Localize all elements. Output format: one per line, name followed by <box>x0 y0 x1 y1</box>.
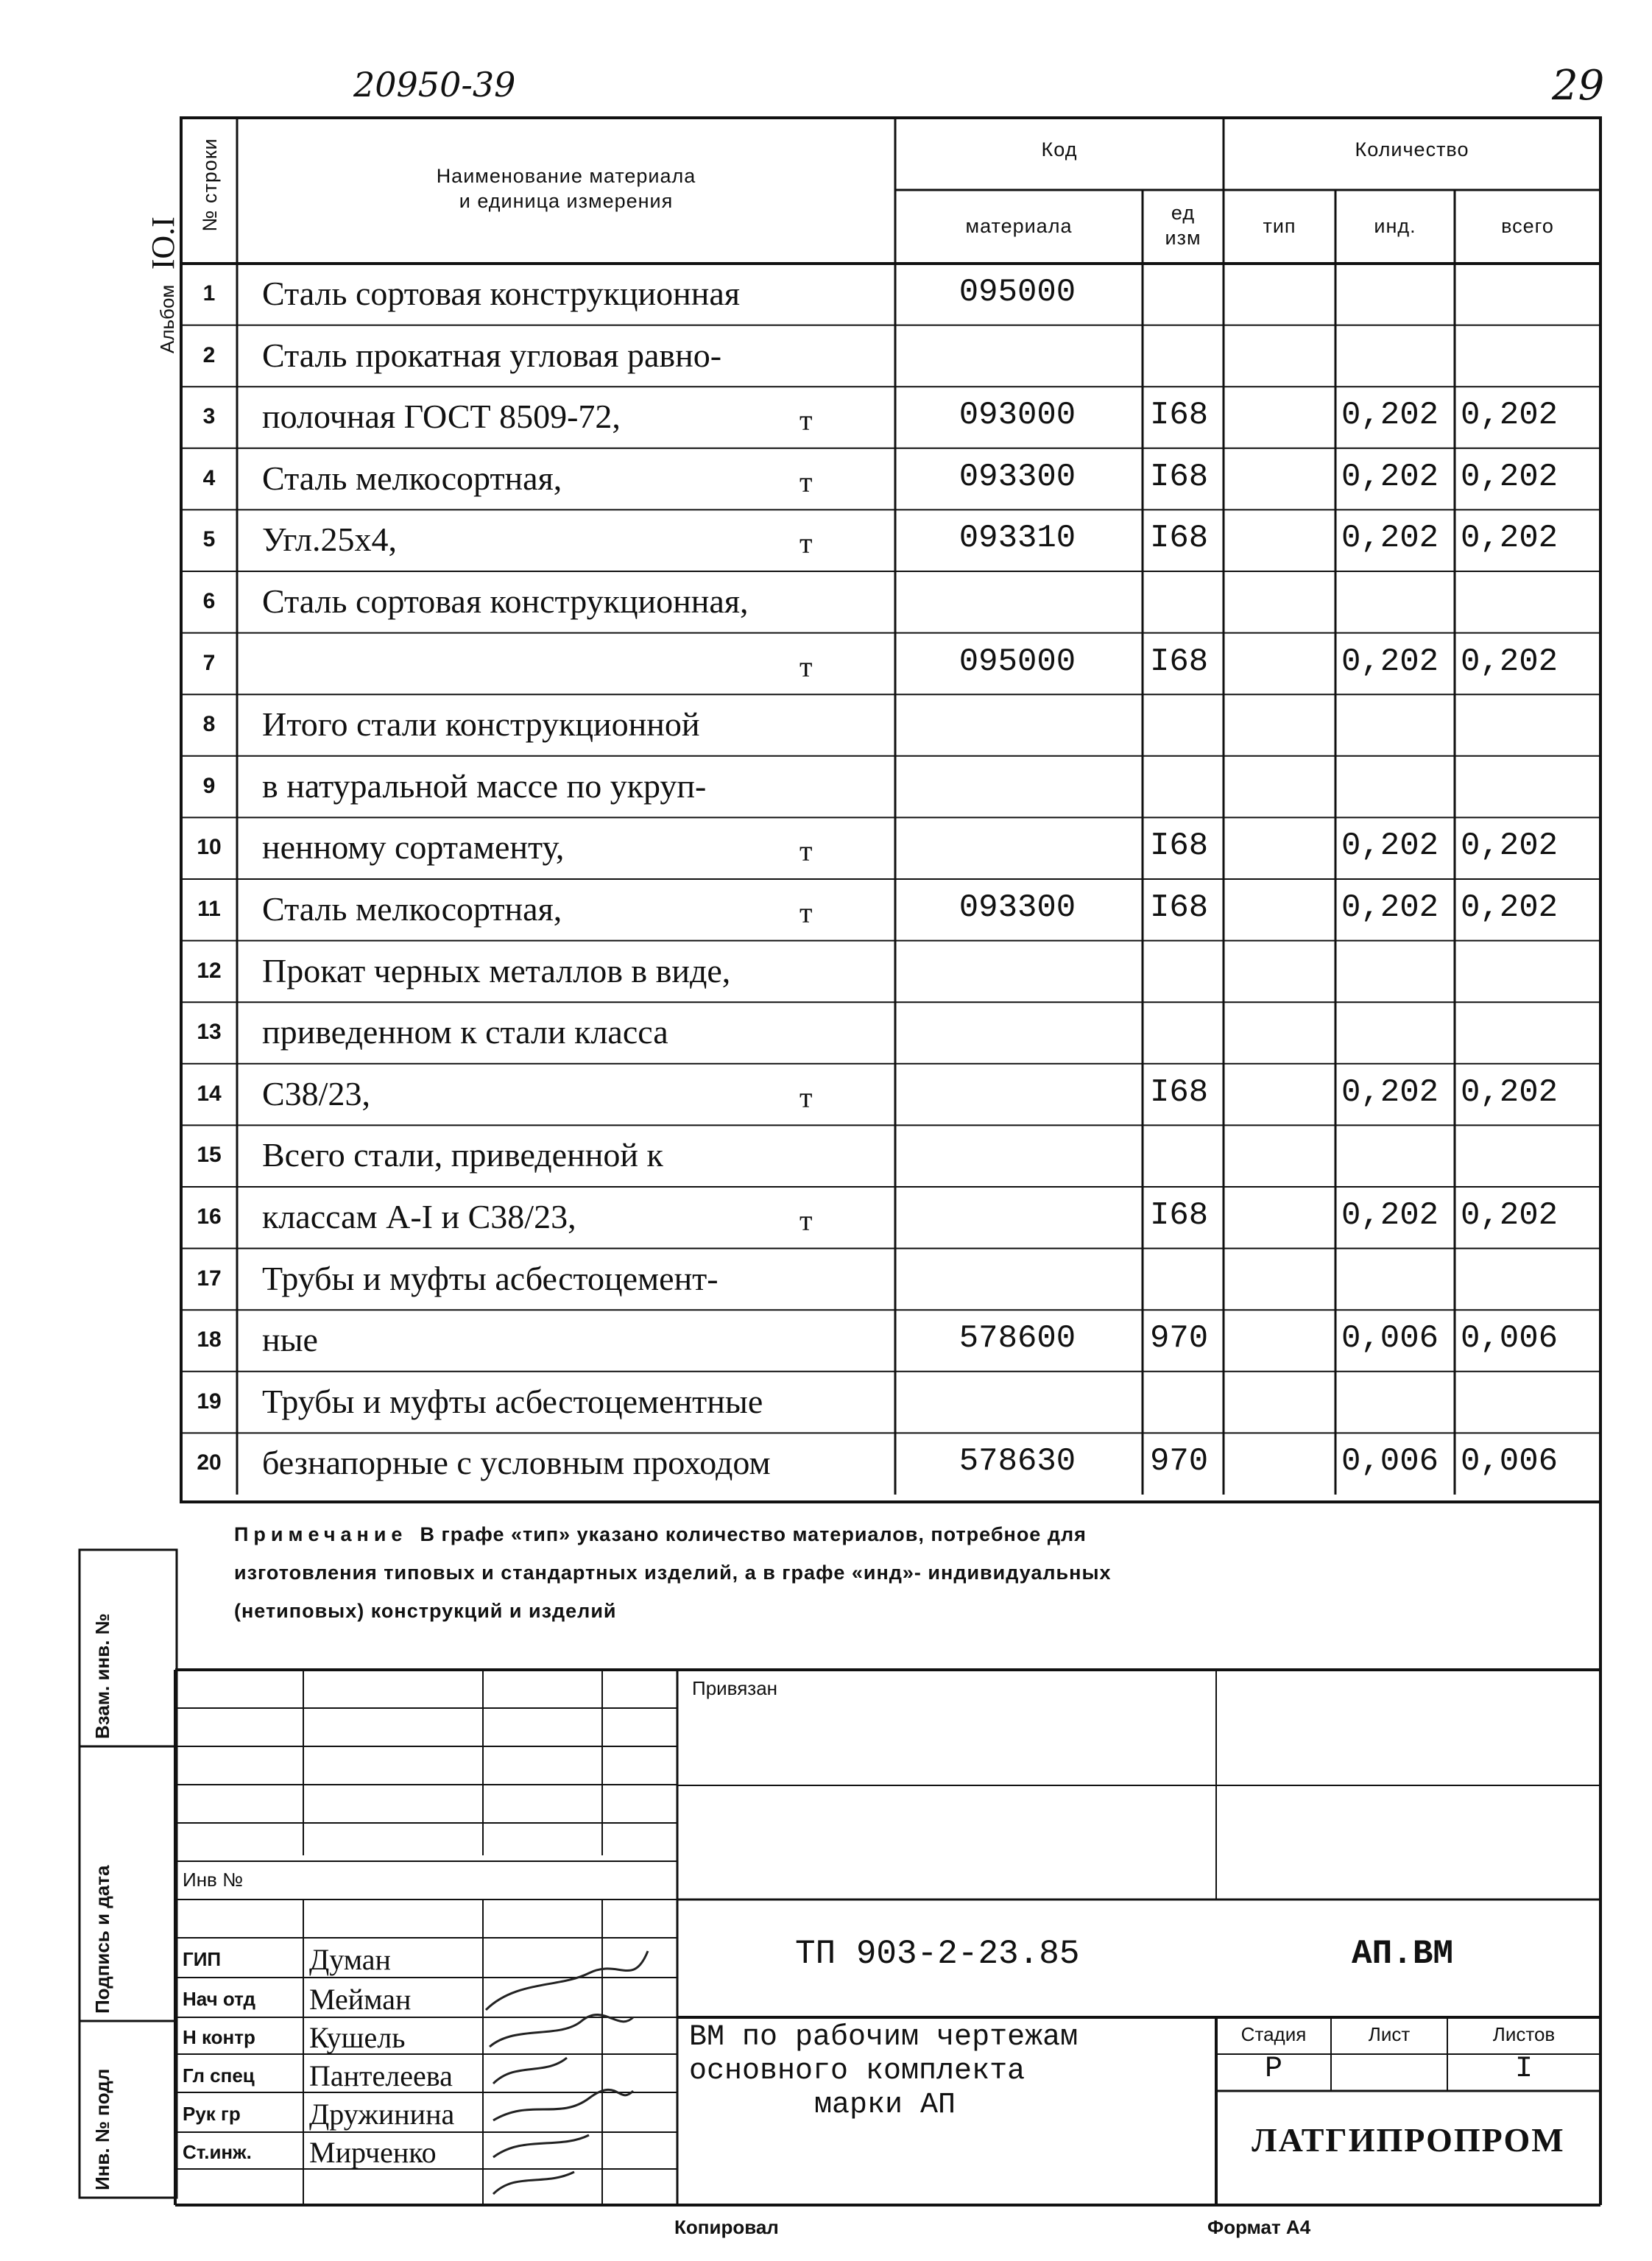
unit-code: I68 <box>1150 458 1209 495</box>
role-label: Гл спец <box>183 2064 255 2087</box>
vzam-inv-label: Взам. инв. № <box>91 1613 113 1739</box>
material-name: Всего стали, приведенной к <box>262 1136 663 1174</box>
unit-code: I68 <box>1150 1197 1209 1234</box>
format-label: Формат А4 <box>1207 2216 1311 2238</box>
signatures <box>486 1951 648 2194</box>
material-name: в натуральной массе по укруп- <box>262 766 707 805</box>
row-number: 1 <box>202 281 216 306</box>
role-person-name: Пантелеева <box>309 2059 453 2092</box>
material-name: Сталь мелкосортная, <box>262 459 562 497</box>
unit-code: I68 <box>1150 828 1209 865</box>
sheets-value: I <box>1514 2053 1533 2086</box>
inv-podl-label: Инв. № подл <box>91 2068 113 2190</box>
material-name: приведенном к стали класса <box>262 1013 668 1051</box>
material-code: 578600 <box>959 1320 1076 1358</box>
role-label: Нач отд <box>183 1988 256 2010</box>
qty-total: 0,202 <box>1461 889 1559 926</box>
row-number: 11 <box>197 897 221 921</box>
col-row-no: № строки <box>199 138 221 232</box>
role-label: ГИП <box>183 1948 222 1970</box>
unit-code: I68 <box>1150 643 1209 680</box>
material-code: 093300 <box>959 889 1076 926</box>
col-qty-type: тип <box>1263 215 1296 237</box>
qty-ind: 0,202 <box>1341 828 1439 865</box>
material-name: Прокат черных металлов в виде, <box>262 951 731 990</box>
stage-label: Стадия <box>1240 2023 1307 2045</box>
qty-total: 0,006 <box>1461 1443 1559 1481</box>
material-name: ные <box>262 1321 318 1359</box>
album-label: Альбом IO.I <box>145 216 181 353</box>
unit-code: I68 <box>1150 1073 1209 1111</box>
qty-total: 0,202 <box>1461 828 1559 865</box>
doc-title: ВМ по рабочим чертежам основного комплекта марки АП <box>689 2021 1079 2122</box>
note-line2: изготовления типовых и стандартных изделий, а в графе «инд»- индивидуальных <box>234 1562 1112 1584</box>
col-qty: Количество <box>1355 138 1469 161</box>
podpis-label: Подпись и дата <box>91 1865 113 2014</box>
qty-ind: 0,202 <box>1341 458 1439 495</box>
qty-ind: 0,202 <box>1341 1073 1439 1111</box>
col-code-unit: ед изм <box>1165 202 1201 249</box>
qty-total: 0,202 <box>1461 397 1559 434</box>
row-number: 20 <box>197 1450 222 1475</box>
material-name: классам А-I и С38/23, <box>262 1198 576 1235</box>
qty-ind: 0,202 <box>1341 889 1439 926</box>
row-number: 2 <box>202 342 216 367</box>
role-person-name: Кушель <box>309 2021 406 2054</box>
qty-ind: 0,202 <box>1341 643 1439 680</box>
role-label: Ст.инж. <box>183 2141 252 2163</box>
material-code: 578630 <box>959 1443 1076 1481</box>
qty-ind: 0,202 <box>1341 1197 1439 1234</box>
qty-total: 0,202 <box>1461 643 1559 680</box>
role-person-name: Дружинина <box>309 2098 455 2131</box>
unit-label: т <box>799 896 813 929</box>
material-name: С38/23, <box>262 1074 370 1112</box>
qty-total: 0,006 <box>1461 1320 1559 1358</box>
unit-code: I68 <box>1150 397 1209 434</box>
material-name: Сталь сортовая конструкционная <box>262 275 740 312</box>
material-name: Сталь сортовая конструкционная, <box>262 582 749 620</box>
material-name: безнапорные с условным проходом <box>262 1444 771 1482</box>
col-code-material: материала <box>965 215 1073 237</box>
row-number: 12 <box>197 958 222 983</box>
row-number: 14 <box>197 1081 222 1106</box>
qty-total: 0,202 <box>1461 1073 1559 1111</box>
row-number: 13 <box>197 1020 222 1045</box>
material-code: 093310 <box>959 520 1076 557</box>
unit-code: I68 <box>1150 520 1209 557</box>
col-code: Код <box>1041 138 1078 161</box>
role-person-name: Мейман <box>309 1983 412 2016</box>
sheet-label: Лист <box>1368 2023 1411 2045</box>
copied-label: Копировал <box>674 2216 779 2238</box>
material-name: ненному сортаменту, <box>262 828 565 867</box>
note-line1: В графе «тип» указано количество материалов, потребное для <box>420 1523 1087 1545</box>
unit-label: т <box>799 649 813 683</box>
row-number: 15 <box>197 1143 222 1168</box>
role-person-name: Думан <box>309 1943 391 1976</box>
unit-label: т <box>799 526 813 560</box>
qty-total: 0,202 <box>1461 520 1559 557</box>
qty-ind: 0,202 <box>1341 520 1439 557</box>
page-number: 29 <box>1552 62 1605 110</box>
material-name: Итого стали конструкционной <box>262 705 700 744</box>
note-line3: (нетиповых) конструкций и изделий <box>234 1600 617 1622</box>
material-name: Сталь мелкосортная, <box>262 890 562 928</box>
role-label: Н контр <box>183 2026 255 2048</box>
sheets-label: Листов <box>1492 2023 1556 2045</box>
row-number: 16 <box>197 1204 222 1229</box>
unit-label: т <box>799 1204 813 1237</box>
material-name: полочная ГОСТ 8509-72, <box>262 398 621 436</box>
qty-total: 0,202 <box>1461 1197 1559 1234</box>
material-name: Трубы и муфты асбестоцементные <box>262 1382 763 1420</box>
col-qty-total: всего <box>1501 215 1554 237</box>
row-number: 10 <box>197 835 222 860</box>
stage-value: Р <box>1264 2053 1282 2086</box>
note-title: Примечание <box>234 1523 408 1545</box>
row-number: 5 <box>202 527 216 552</box>
qty-ind: 0,006 <box>1341 1320 1439 1358</box>
material-name: Трубы и муфты асбестоцемент- <box>262 1259 719 1297</box>
material-code: 095000 <box>959 274 1076 311</box>
row-number: 4 <box>202 465 216 490</box>
material-name: Угл.25х4, <box>262 521 398 559</box>
row-number: 7 <box>202 650 216 675</box>
material-code: 093300 <box>959 458 1076 495</box>
col-qty-ind: инд. <box>1374 215 1416 237</box>
unit-label: т <box>799 834 813 868</box>
unit-label: т <box>799 1080 813 1114</box>
note <box>234 1515 1589 1630</box>
row-number: 6 <box>202 589 216 613</box>
qty-total: 0,202 <box>1461 458 1559 495</box>
unit-code: 970 <box>1150 1320 1209 1358</box>
role-label: Рук гр <box>183 2103 241 2125</box>
doc-code: ТП 903-2-23.85 <box>795 1935 1080 1973</box>
unit-label: т <box>799 403 813 437</box>
row-number: 18 <box>197 1327 222 1352</box>
unit-label: т <box>799 465 813 498</box>
material-code: 095000 <box>959 643 1076 680</box>
role-person-name: Мирченко <box>309 2136 437 2169</box>
privyazan-label: Привязан <box>692 1677 778 1699</box>
unit-code: I68 <box>1150 889 1209 926</box>
col-name: Наименование материала и единица измерения <box>436 165 696 212</box>
row-number: 17 <box>197 1266 222 1291</box>
material-code: 093000 <box>959 397 1076 434</box>
mark: АП.ВМ <box>1352 1935 1454 1973</box>
row-number: 8 <box>202 712 216 737</box>
org-name: ЛАТГИПРОПРОМ <box>1252 2121 1565 2159</box>
doc-number: 20950-39 <box>353 65 516 105</box>
unit-code: 970 <box>1150 1443 1209 1481</box>
material-name: Сталь прокатная угловая равно- <box>262 336 722 374</box>
qty-ind: 0,006 <box>1341 1443 1439 1481</box>
inv-no-label: Инв № <box>183 1869 243 1891</box>
row-number: 9 <box>202 773 216 798</box>
row-number: 3 <box>202 404 216 429</box>
qty-ind: 0,202 <box>1341 397 1439 434</box>
row-number: 19 <box>197 1389 222 1414</box>
